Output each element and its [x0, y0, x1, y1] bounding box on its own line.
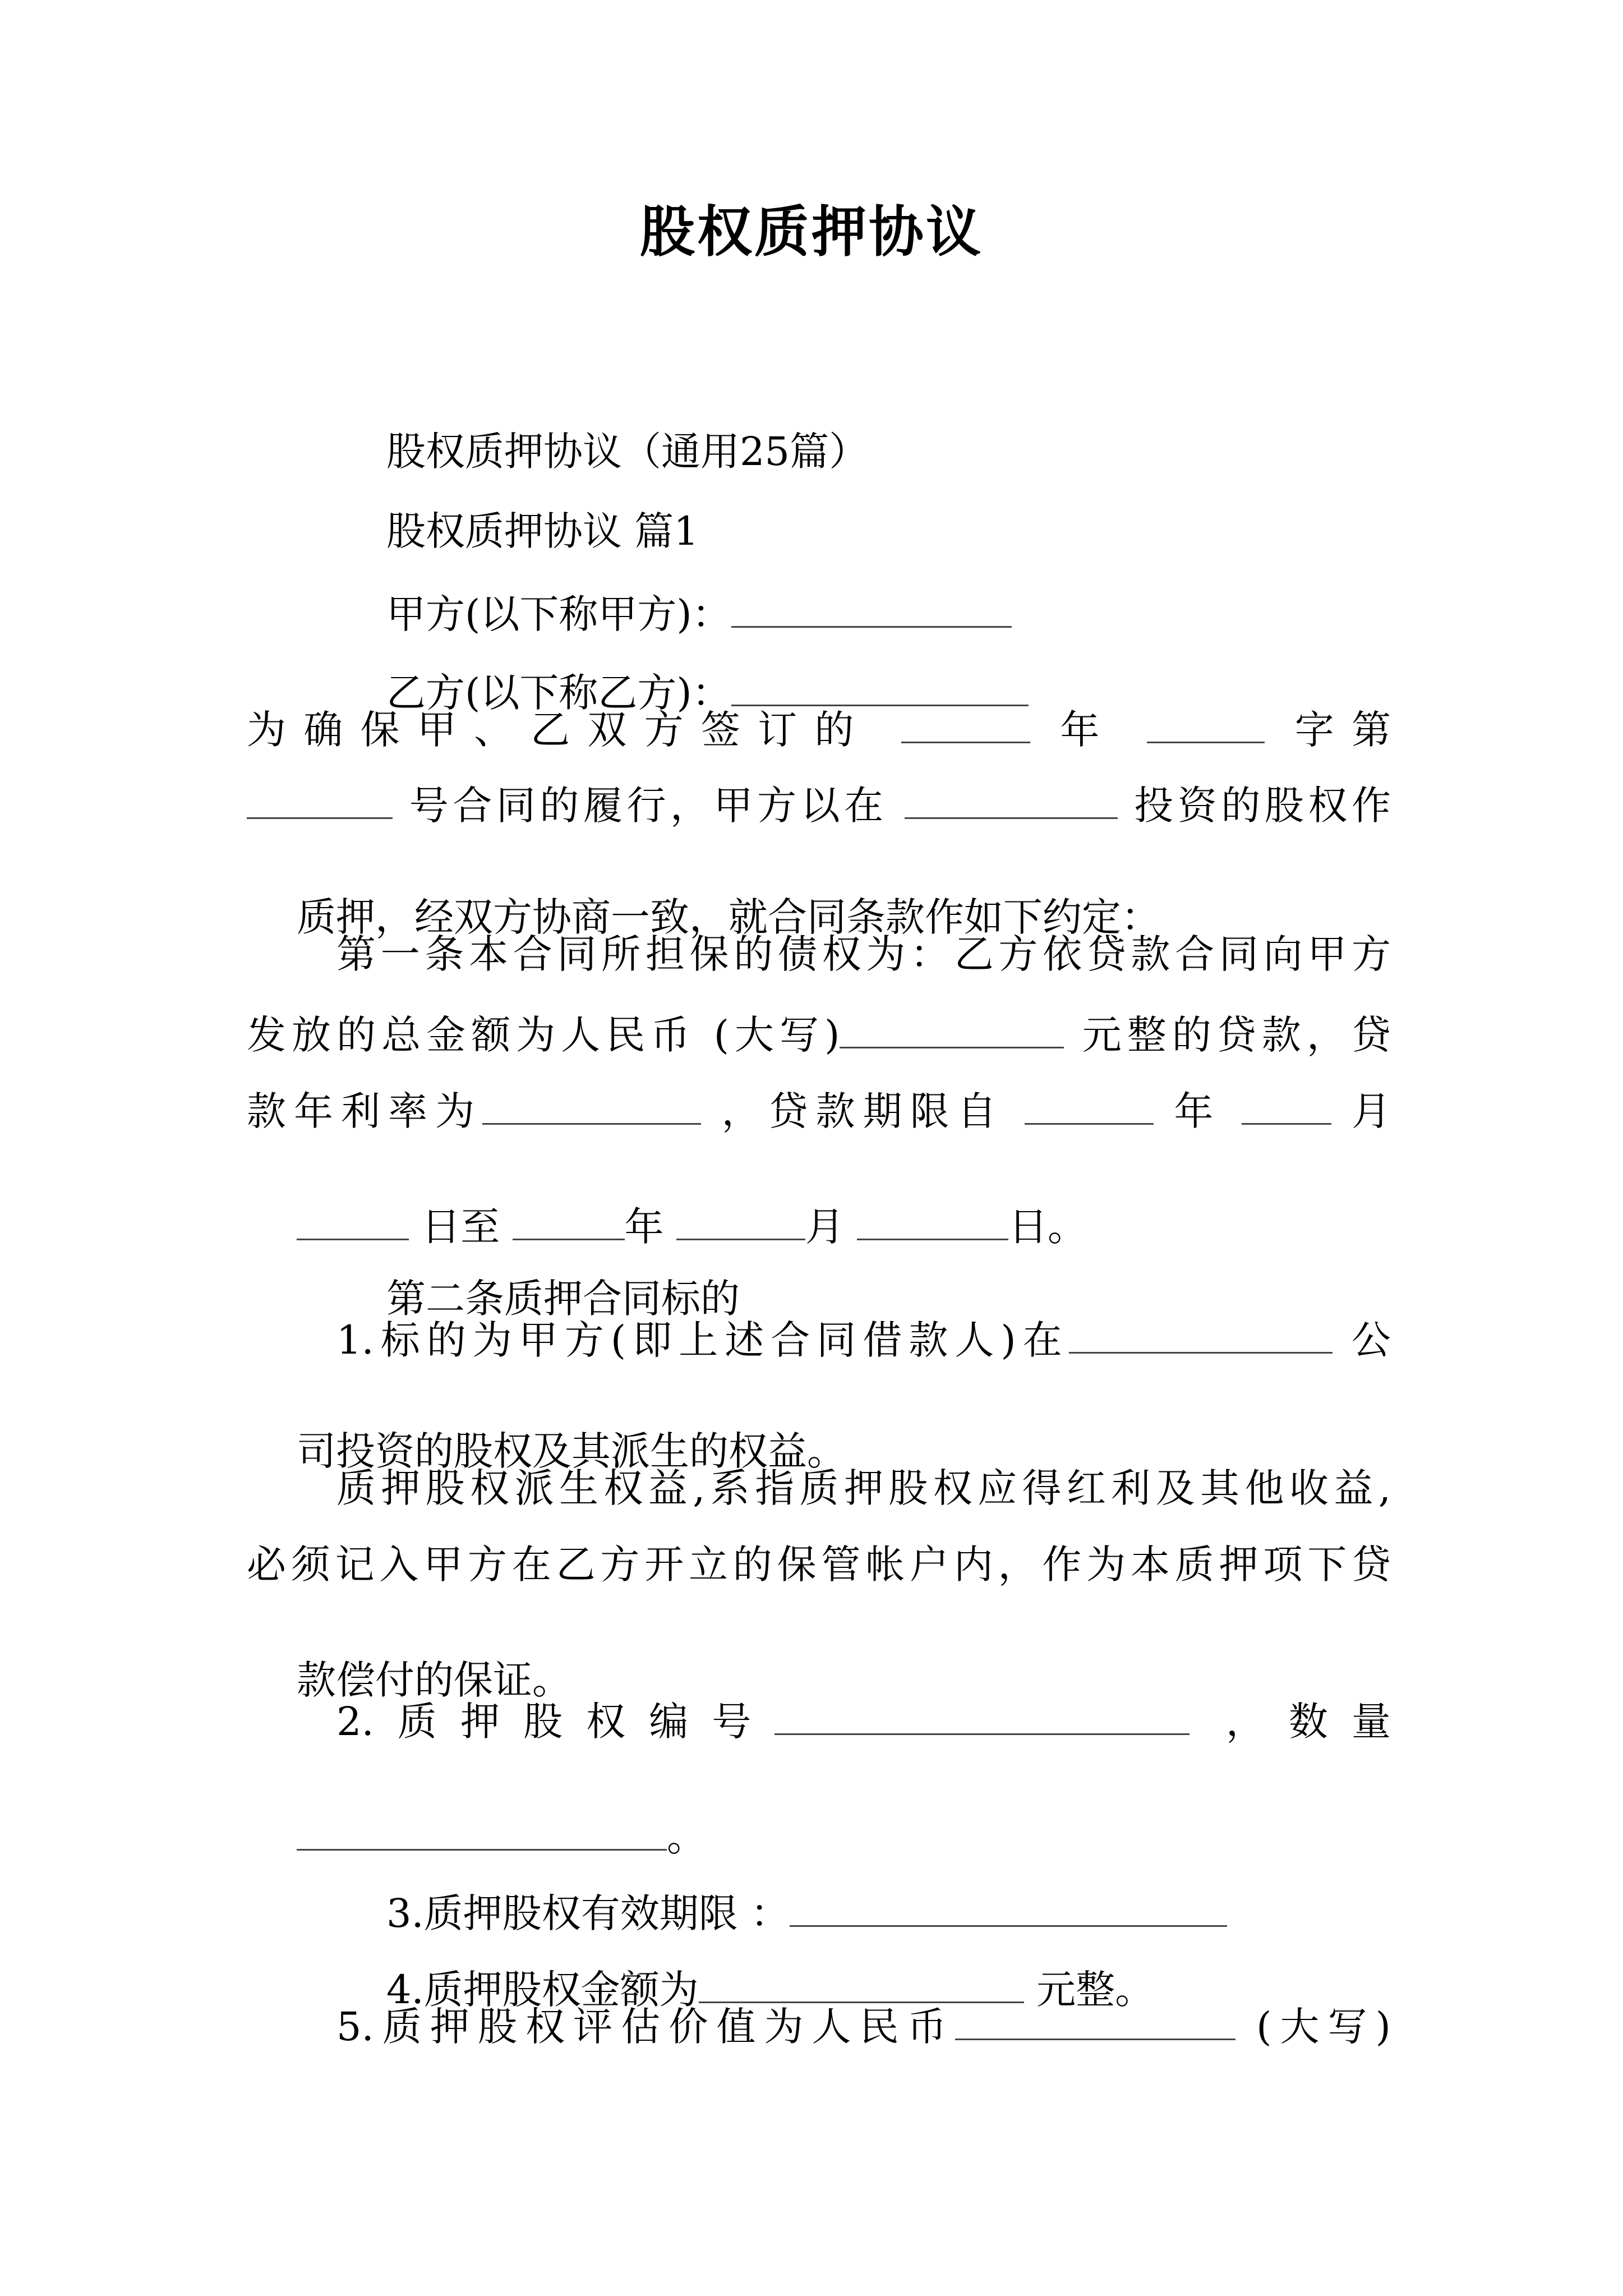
text-segment: 元整。 [1023, 1967, 1155, 2013]
text-segment: 款年利率为 [247, 1088, 483, 1134]
text-segment: 。 [667, 1814, 707, 1860]
text-segment: (大写) [1256, 2004, 1391, 2050]
blank-field [857, 1203, 1008, 1240]
text-segment: 司投资的股权及其派生的权益。 [297, 1428, 847, 1474]
text-segment: 质押股权派生权益,系指质押股权应得红利及其他收益, [336, 1465, 1391, 1511]
text-segment: 2.质押股权编号 [336, 1699, 775, 1745]
party-a-label: 甲方(以下称甲方)： [386, 591, 731, 637]
paragraph-line [336, 1465, 1391, 1511]
text-segment: 4.质押股权金额为 [386, 1967, 699, 2013]
paragraph-line [247, 781, 1391, 829]
validity-blank [790, 1889, 1227, 1927]
text-segment: 发放的总金额为人民币 (大写) [247, 1012, 840, 1058]
paragraph-line [336, 1697, 1391, 1745]
amount-blank [840, 1011, 1064, 1048]
text-segment: 年 [1060, 707, 1147, 753]
text-segment: 公 [1352, 1317, 1391, 1363]
text-segment: 月 [1351, 1088, 1391, 1134]
paragraph-line [247, 1087, 1391, 1134]
text-segment: 3.质押股权有效期限 ： [386, 1890, 790, 1936]
blank-field [901, 706, 1030, 743]
company-blank [1069, 1316, 1332, 1354]
paragraph-line [336, 2003, 1391, 2050]
blank-field [1025, 1087, 1154, 1125]
text-segment: 必须记入甲方在乙方开立的保管帐户内，作为本质押项下贷 [247, 1542, 1391, 1588]
text-segment: 款偿付的保证。 [297, 1657, 572, 1703]
blank-field [1242, 1087, 1331, 1125]
text-segment: 月 [805, 1204, 857, 1250]
section-heading-text: 股权质押协议 篇1 [386, 508, 699, 554]
subtitle-text: 股权质押协议（通用25篇） [386, 429, 869, 475]
article-1-line [336, 931, 1391, 977]
party-b-label: 乙方(以下称乙方)： [386, 670, 731, 716]
paragraph-line [247, 706, 1391, 753]
blank-field [676, 1203, 805, 1240]
text-segment: 日。 [1008, 1204, 1087, 1250]
text-segment: 质押，经双方协商一致，就合同条款作如下约定： [297, 894, 1161, 940]
text-segment: 日至 [409, 1204, 513, 1250]
text-segment: 第一条本合同所担保的债权为：乙方依贷款合同向甲方 [336, 931, 1391, 977]
blank-field [1147, 706, 1265, 743]
text-segment: 5.质押股权评估价值为人民币 [336, 2004, 955, 2050]
text-segment: 年 [1174, 1088, 1242, 1134]
valuation-blank [955, 2003, 1235, 2040]
rate-blank [482, 1087, 701, 1125]
quantity-blank [297, 1813, 667, 1851]
party-b-blank [731, 669, 1029, 706]
paragraph-line [336, 1316, 1391, 1363]
party-a-blank [731, 590, 1012, 628]
paragraph-line [247, 1542, 1391, 1588]
equity-number-blank [774, 1697, 1189, 1735]
text-segment: ，数量 [1225, 1699, 1391, 1745]
text-segment: 第二条质押合同标的 [386, 1276, 740, 1322]
text-segment: 号合同的履行，甲方以在 [409, 783, 905, 829]
text-segment: 字第 [1294, 707, 1391, 753]
text-segment: 为确保甲、乙双方签订的 [247, 707, 902, 753]
paragraph-line [247, 1011, 1391, 1058]
blank-field [297, 1203, 409, 1240]
text-segment: ，贷款期限自 [721, 1088, 1025, 1134]
blank-field [905, 781, 1118, 819]
text-segment: 元整的贷款，贷 [1082, 1012, 1391, 1058]
text-segment: 投资的股权作 [1134, 783, 1391, 829]
blank-field [513, 1203, 625, 1240]
text-segment: 年 [624, 1204, 676, 1250]
blank-field [247, 781, 393, 819]
document-title: 股权质押协议 [639, 200, 983, 264]
equity-amount-blank [699, 1966, 1024, 2003]
text-segment: 1.标的为甲方(即上述合同借款人)在 [336, 1317, 1069, 1363]
